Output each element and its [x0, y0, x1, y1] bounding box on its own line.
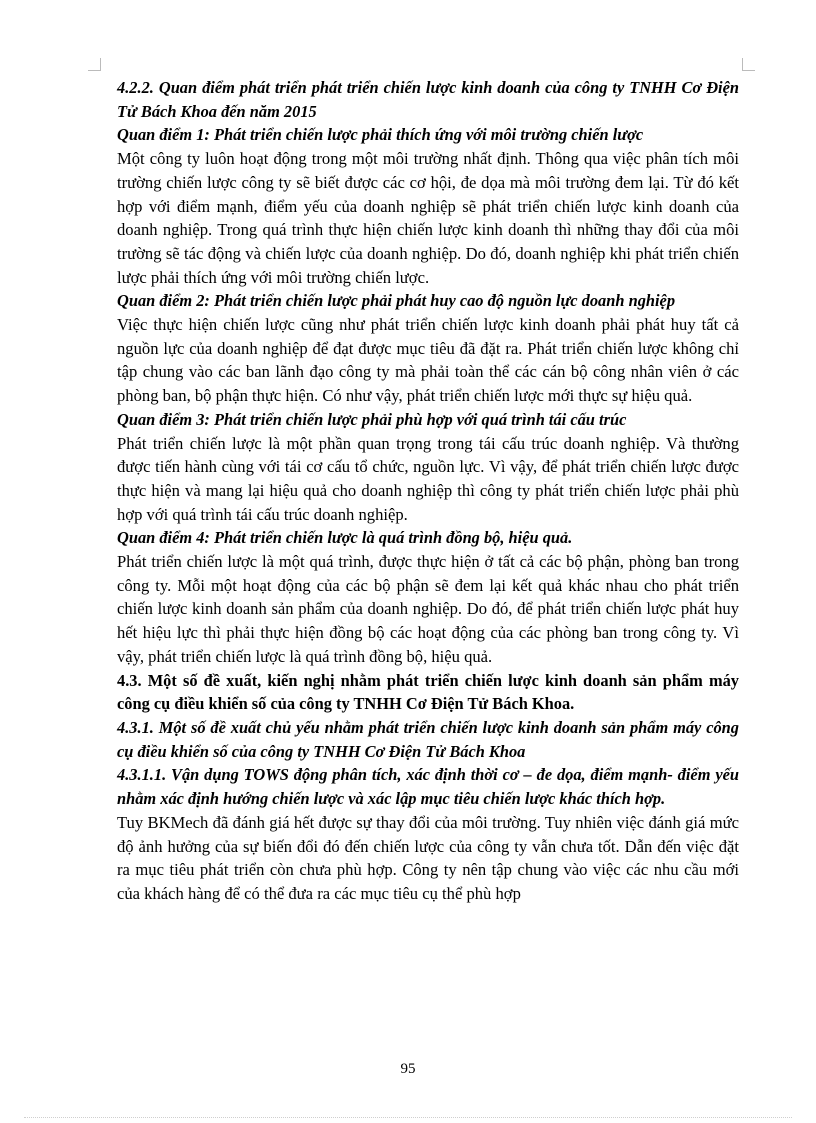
- viewpoint-4-paragraph: Phát triển chiến lược là một quá trình, được thực hiện ở tất cả các bộ phận, phòng ban trong công ty. Mỗi một hoạt động của các bộ phận sẽ đem lại kết quả khác nhau cho phát triển chiến lược kinh doanh sản phẩm của doanh nghiệp. Do đó, để phát triển chiến lược phát huy hết hiệu lực thì phải thực hiện đồng bộ các hoạt động của các phòng ban trong công ty. Vì vậy, phát triển chiến lược là quá trình đồng bộ, hiệu quả.: [117, 552, 739, 666]
- crop-mark-top-right: [742, 58, 755, 71]
- viewpoint-3-paragraph: Phát triển chiến lược là một phần quan trọng trong tái cấu trúc doanh nghiệp. Và thường được tiến hành cùng với tái cơ cấu tổ chức, nguồn lực. Vì vậy, để phát triển chiến lược được thực hiện và mang lại hiệu quả cho doanh nghiệp thì công ty phát triển chiến lược phải phù hợp với quá trình tái cấu trúc doanh nghiệp.: [117, 433, 739, 524]
- viewpoint-2-paragraph: Việc thực hiện chiến lược cũng như phát triển chiến lược kinh doanh phải phát huy tất cả nguồn lực của doanh nghiệp để đạt được mục tiêu đã đặt ra. Phát triển chiến lược không chỉ tập chung vào các ban lãnh đạo công ty mà phải toàn thể các cán bộ công nhân viên ở các phòng ban, bộ phận thực hiện. Có như vậy, phát triển chiến lược mới thực sự hiệu quả.: [117, 315, 739, 406]
- viewpoint-1-heading: Quan điểm 1: Phát triển chiến lược phải thích ứng với môi trường chiến lược: [117, 125, 644, 145]
- viewpoint-1-paragraph: Một công ty luôn hoạt động trong một môi trường nhất định. Thông qua việc phân tích môi trường chiến lược công ty sẽ biết được các cơ hội, đe dọa mà môi trường đem lại. Từ đó kết hợp với điểm mạnh, điểm yếu của doanh nghiệp sẽ phát triển chiến lược kinh doanh của doanh nghiệp. Trong quá trình thực hiện chiến lược kinh doanh thì những thay đổi của môi trường sẽ tác động và chiến lược của doanh nghiệp. Do đó, doanh nghiệp khi phát triển chiến lược phải thích ứng với môi trường chiến lược.: [117, 149, 739, 287]
- section-heading-4-3-1: 4.3.1. Một số đề xuất chủ yếu nhằm phát triển chiến lược kinh doanh sản phẩm máy công cụ điều khiển số của công ty TNHH Cơ Điện Tử Bách Khoa: [117, 717, 739, 761]
- viewpoint-3-heading: Quan điểm 3: Phát triển chiến lược phải phù hợp với quá trình tái cấu trúc: [117, 409, 627, 429]
- viewpoint-2-heading: Quan điểm 2: Phát triển chiến lược phải phát huy cao độ nguồn lực doanh nghiệp: [117, 291, 676, 311]
- section-heading-4-2-2: 4.2.2. Quan điểm phát triển phát triển chiến lược kinh doanh của công ty TNHH Cơ Điện Tử Bách Khoa đến năm 2015: [117, 78, 739, 121]
- page-number: 95: [400, 1061, 416, 1077]
- section-heading-4-3: 4.3. Một số đề xuất, kiến nghị nhằm phát triển chiến lược kinh doanh sản phẩm máy công cụ điều khiển số của công ty TNHH Cơ Điện Tử Bách Khoa.: [117, 670, 739, 714]
- page-content: [117, 76, 739, 906]
- tows-paragraph: Tuy BKMech đã đánh giá hết được sự thay đổi của môi trường. Tuy nhiên việc đánh giá mức độ ảnh hưởng của sự biến đổi đó đến chiến lược của công ty vẫn chưa tốt. Dẫn đến việc đặt ra mục tiêu phát triển còn chưa phù hợp. Công ty nên tập chung vào việc các nhu cầu mới của khách hàng để có thể đưa ra các mục tiêu cụ thể phù hợp: [117, 812, 739, 903]
- crop-mark-top-left: [88, 58, 101, 71]
- viewpoint-4-heading: Quan điểm 4: Phát triển chiến lược là quá trình đồng bộ, hiệu quả.: [117, 528, 573, 548]
- section-heading-4-3-1-1: 4.3.1.1. Vận dụng TOWS động phân tích, xác định thời cơ – đe dọa, điểm mạnh- điểm yếu nhằm xác định hướng chiến lược và xác lập mục tiêu chiến lược khác thích hợp.: [117, 765, 739, 809]
- footer-dotted-rule: [24, 1117, 792, 1118]
